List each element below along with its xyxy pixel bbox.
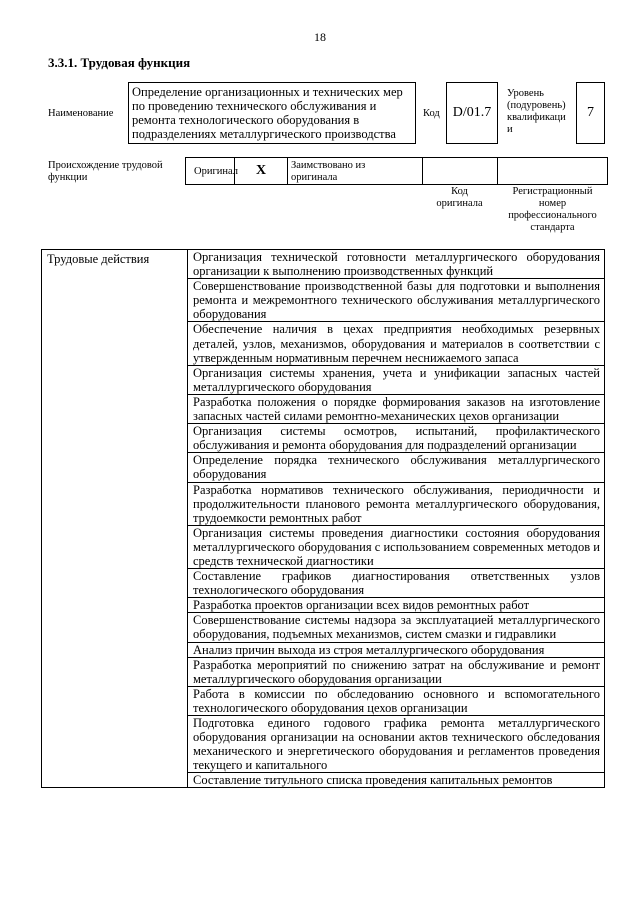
origin-table bbox=[185, 157, 608, 185]
function-code: D/01.7 bbox=[446, 82, 498, 144]
borrowed-label: Заимствовано из оригинала bbox=[291, 160, 366, 183]
qualification-level-label: Уровень (подуровень) квалификаци и bbox=[507, 88, 566, 135]
list-item: Совершенствование системы надзора за эксплуатацией металлургического оборудования, подъемных механизмов, систем смазки и гидравлики bbox=[188, 613, 605, 642]
function-name: Определение организационных и технических мер по проведению технического обслуживания и ремонта технологического оборудования в подразделениях металлургического производства bbox=[128, 82, 416, 144]
list-item: Организация системы хранения, учета и унификации запасных частей металлургического оборудования bbox=[188, 365, 605, 394]
code-original-note: Код оригинала bbox=[436, 186, 483, 209]
list-item: Подготовка единого годового графика ремонта металлургического оборудования организации на основании актов технического обследования механического и энергетического оборудования и регламентов проведения текущего и капитального bbox=[188, 716, 605, 773]
list-item: Организация системы проведения диагностики состояния оборудования металлургического оборудования с использованием современных методов и средств технической диагностики bbox=[188, 525, 605, 568]
labor-actions-table bbox=[41, 249, 605, 788]
list-item: Обеспечение наличия в цехах предприятия необходимых резервных деталей, узлов, механизмов, оборудования и материалов в соответствии с утвержденным нормативным перечнем неснижаемого запаса bbox=[188, 322, 605, 365]
table-row bbox=[42, 250, 605, 279]
list-item: Разработка мероприятий по снижению затрат на обслуживание и ремонт металлургического оборудования организации bbox=[188, 657, 605, 686]
list-item: Разработка нормативов технического обслуживания, периодичности и продолжительности планового ремонта металлургического оборудования, трудоемкости ремонтных работ bbox=[188, 482, 605, 525]
list-item: Организация технической готовности металлургического оборудования организации к выполнению производственных функций bbox=[188, 250, 605, 279]
list-item: Анализ причин выхода из строя металлургического оборудования bbox=[188, 642, 605, 657]
list-item: Составление титульного списка проведения капитальных ремонтов bbox=[188, 773, 605, 788]
list-item: Работа в комиссии по обследованию основного и вспомогательного технологического оборудования цехов организации bbox=[188, 686, 605, 715]
labor-actions-label: Трудовые действия bbox=[42, 250, 188, 788]
list-item: Определение порядка технического обслуживания металлургического оборудования bbox=[188, 453, 605, 482]
original-mark: X bbox=[256, 163, 267, 178]
section-title: 3.3.1. Трудовая функция bbox=[48, 55, 191, 70]
registration-number-note: Регистрационный номер профессионального стандарта bbox=[508, 186, 597, 233]
list-item: Совершенствование производственной базы для подготовки и выполнения ремонта и межремонтного технического обслуживания металлургического оборудования bbox=[188, 279, 605, 322]
list-item: Составление графиков диагностирования ответственных узлов технологического оборудования bbox=[188, 569, 605, 598]
qualification-level: 7 bbox=[576, 82, 605, 144]
original-label: Оригинал bbox=[194, 166, 238, 177]
list-item: Разработка положения о порядке формирования заказов на изготовление запасных частей силами ремонтно-механических цехов организации bbox=[188, 394, 605, 423]
origin-label: Происхождение трудовой функции bbox=[48, 160, 163, 183]
list-item: Разработка проектов организации всех видов ремонтных работ bbox=[188, 598, 605, 613]
code-label: Код bbox=[423, 108, 440, 119]
list-item: Организация системы осмотров, испытаний, профилактического обслуживания и ремонта оборудования для подразделений организации bbox=[188, 424, 605, 453]
page-number: 18 bbox=[314, 30, 326, 44]
name-label: Наименование bbox=[48, 108, 114, 119]
